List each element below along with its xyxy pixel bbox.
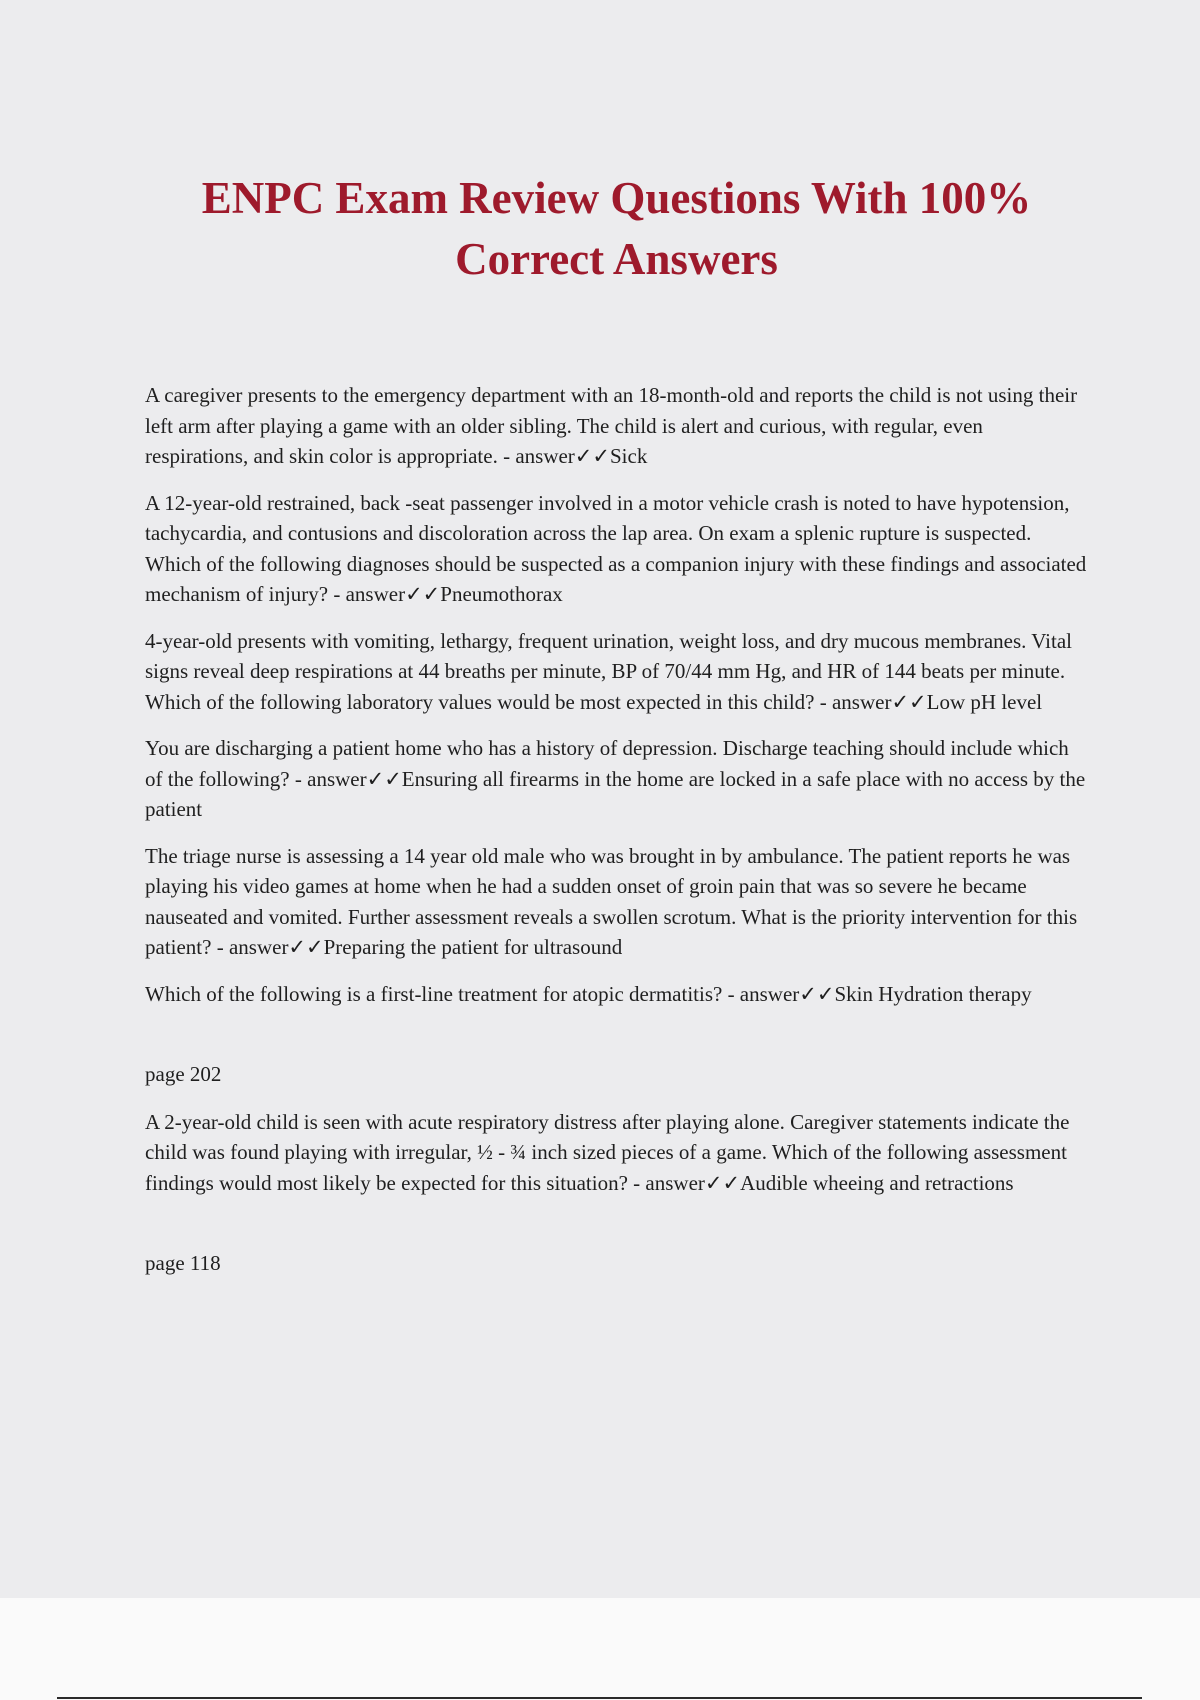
question-text: A caregiver presents to the emergency department with an 18-month-old and reports the child is not using their left arm after playing a game with an older sibling. The child is alert and curious, with regular, even respirations, and skin color is appropriate. - answer✓✓ xyxy=(145,383,1078,468)
qa-item-2 xyxy=(145,488,1090,610)
qa-content xyxy=(145,380,1090,1279)
answer-text: Pneumothorax xyxy=(440,582,563,606)
question-text: The triage nurse is assessing a 14 year old male who was brought in by ambulance. The patient reports he was playing his video games at home when he had a sudden onset of groin pain that was so severe he became nauseated and vomited. Further assessment reveals a swollen scrotum. What is the priority intervention for this patient? - answer✓✓ xyxy=(145,843,1078,959)
qa-item-1 xyxy=(145,380,1090,472)
document-title xyxy=(0,168,1200,290)
page-reference-202: page 202 xyxy=(145,1062,222,1086)
page-reference-118: page 118 xyxy=(145,1251,221,1275)
title-line-1: ENPC Exam Review Questions With 100% xyxy=(201,173,1032,223)
bottom-divider xyxy=(57,1697,1142,1699)
answer-text: Ensuring all firearms in the home are locked in a safe place with no access by the patient xyxy=(145,766,1086,821)
qa-item-7 xyxy=(145,1107,1090,1199)
question-text: A 12-year-old restrained, back -seat passenger involved in a motor vehicle crash is noted to have hypotension, tachycardia, and contusions and discoloration across the lap area. On exam a splenic rupture is suspected. Which of the following diagnoses should be suspected as a companion injury with these findings and associated mechanism of injury? - answer✓✓ xyxy=(145,490,1087,606)
question-text: A 2-year-old child is seen with acute respiratory distress after playing alone. Caregiver statements indicate the child was found playing with irregular, ½ - ¾ inch sized pieces of a game. Which of the following assessment findings would most likely be expected for this situation? - answer✓✓ xyxy=(145,1109,1070,1195)
answer-text: Preparing the patient for ultrasound xyxy=(323,935,623,959)
answer-text: Low pH level xyxy=(926,689,1043,714)
question-text: You are discharging a patient home who has a history of depression. Discharge teaching should include which of the following? - answer✓✓ xyxy=(145,736,1069,791)
qa-item-5 xyxy=(145,841,1090,963)
title-line-2: Correct Answers xyxy=(455,234,778,284)
question-text: Which of the following is a first-line treatment for atopic dermatitis? - answer✓✓ xyxy=(145,981,835,1006)
answer-text: Audible wheeing and retractions xyxy=(740,1170,1014,1195)
qa-item-4 xyxy=(145,733,1090,825)
answer-text: Skin Hydration therapy xyxy=(834,981,1032,1006)
qa-item-3 xyxy=(145,626,1090,718)
qa-item-6 xyxy=(145,979,1090,1010)
answer-text: Sick xyxy=(609,444,648,468)
question-text: 4-year-old presents with vomiting, lethargy, frequent urination, weight loss, and dry mucous membranes. Vital signs reveal deep respirations at 44 breaths per minute, BP of 70/44 mm Hg, and HR of 144 beats per minute. Which of the following laboratory values would be most expected in this child? - answer✓✓ xyxy=(145,628,1072,714)
